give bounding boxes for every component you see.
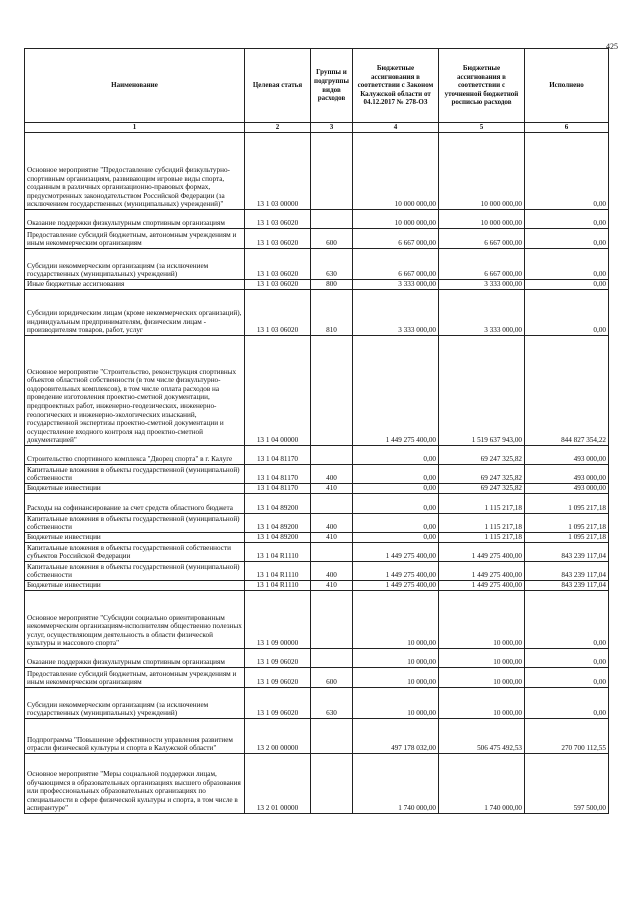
table-row — [25, 591, 609, 649]
row-expense-group: 630 — [311, 249, 353, 280]
column-number: 6 — [525, 123, 609, 133]
row-target-code: 13 1 03 06020 — [245, 210, 311, 229]
row-executed: 493 000,00 — [525, 484, 609, 494]
row-budget-law: 0,00 — [353, 494, 439, 514]
row-name: Капитальные вложения в объекты государственной (муниципальной) собственности — [25, 562, 245, 581]
row-target-code: 13 1 03 06020 — [245, 229, 311, 249]
row-target-code: 13 1 04 00000 — [245, 336, 311, 446]
row-name: Бюджетные инвестиции — [25, 581, 245, 591]
row-executed: 0,00 — [525, 210, 609, 229]
row-target-code: 13 1 03 06020 — [245, 290, 311, 336]
row-target-code: 13 1 09 06020 — [245, 668, 311, 688]
row-budget-updated: 1 115 217,18 — [439, 514, 525, 533]
row-budget-updated: 1 519 637 943,00 — [439, 336, 525, 446]
row-executed: 843 239 117,04 — [525, 543, 609, 562]
row-name: Оказание поддержки физкультурным спортивным организациям — [25, 649, 245, 668]
row-expense-group: 600 — [311, 668, 353, 688]
row-expense-group: 810 — [311, 290, 353, 336]
row-name: Капитальные вложения в объекты государственной (муниципальной) собственности — [25, 514, 245, 533]
table-row — [25, 280, 609, 290]
row-name: Субсидии юридическим лицам (кроме некоммерческих организаций), индивидуальным предпринимателям, физическим лицам - производителям товаров, работ, услуг — [25, 290, 245, 336]
row-expense-group: 410 — [311, 533, 353, 543]
row-target-code: 13 1 04 81170 — [245, 446, 311, 465]
row-name: Подпрограмма "Повышение эффективности управления развитием отрасли физической культуры и спорта в Калужской области" — [25, 719, 245, 754]
row-executed: 1 095 217,18 — [525, 533, 609, 543]
row-budget-updated: 3 333 000,00 — [439, 290, 525, 336]
row-budget-law: 6 667 000,00 — [353, 249, 439, 280]
row-budget-law: 10 000,00 — [353, 668, 439, 688]
column-number-row — [25, 123, 609, 133]
row-expense-group: 800 — [311, 280, 353, 290]
row-target-code: 13 1 04 89200 — [245, 494, 311, 514]
row-budget-law: 10 000,00 — [353, 591, 439, 649]
row-executed: 597 500,00 — [525, 754, 609, 814]
row-target-code: 13 1 03 06020 — [245, 249, 311, 280]
row-expense-group: 600 — [311, 229, 353, 249]
row-name: Основное мероприятие "Предоставление субсидий физкультурно-спортивным организациям, развивающим игровые виды спорта, созданным в различных организационно-правовых формах, предусмотренных законодательством Российской Федерации (за исключением государственных (муниципальных) учреждений)" — [25, 133, 245, 210]
header-name: Наименование — [25, 49, 245, 123]
table-row — [25, 484, 609, 494]
column-number: 4 — [353, 123, 439, 133]
header-budget-updated: Бюджетные ассигнования в соответствии с уточненной бюджетной росписью расходов — [439, 49, 525, 123]
row-target-code: 13 1 04 81170 — [245, 484, 311, 494]
row-target-code: 13 1 04 R1110 — [245, 581, 311, 591]
row-expense-group — [311, 591, 353, 649]
row-expense-group — [311, 543, 353, 562]
row-budget-updated: 69 247 325,82 — [439, 465, 525, 484]
table-row — [25, 514, 609, 533]
row-name: Субсидии некоммерческим организациям (за исключением государственных (муниципальных) учреждений) — [25, 688, 245, 719]
row-expense-group — [311, 649, 353, 668]
row-expense-group — [311, 719, 353, 754]
row-expense-group — [311, 754, 353, 814]
table-row — [25, 754, 609, 814]
row-budget-updated: 1 449 275 400,00 — [439, 581, 525, 591]
row-expense-group — [311, 336, 353, 446]
row-name: Основное мероприятие "Меры социальной поддержки лицам, обучающимся в образовательных организациях высшего образования или профессиональных образовательных организациях по специальности в сфере физической культуры и спорта, в том числе в аспирантуре" — [25, 754, 245, 814]
row-budget-updated: 1 449 275 400,00 — [439, 562, 525, 581]
row-executed: 1 095 217,18 — [525, 494, 609, 514]
row-budget-updated: 10 000,00 — [439, 688, 525, 719]
row-executed: 270 700 112,55 — [525, 719, 609, 754]
row-budget-updated: 3 333 000,00 — [439, 280, 525, 290]
table-row — [25, 465, 609, 484]
row-expense-group: 410 — [311, 484, 353, 494]
table-row — [25, 719, 609, 754]
row-name: Предоставление субсидий бюджетным, автономным учреждениям и иным некоммерческим организациям — [25, 668, 245, 688]
row-name: Оказание поддержки физкультурным спортивным организациям — [25, 210, 245, 229]
table-row — [25, 210, 609, 229]
row-name: Субсидии некоммерческим организациям (за исключением государственных (муниципальных) учреждений) — [25, 249, 245, 280]
row-expense-group: 400 — [311, 514, 353, 533]
row-executed: 0,00 — [525, 688, 609, 719]
table-row — [25, 446, 609, 465]
row-name: Бюджетные инвестиции — [25, 533, 245, 543]
row-target-code: 13 1 09 00000 — [245, 591, 311, 649]
row-budget-law: 1 449 275 400,00 — [353, 581, 439, 591]
table-row — [25, 249, 609, 280]
row-executed: 843 239 117,04 — [525, 581, 609, 591]
row-name: Иные бюджетные ассигнования — [25, 280, 245, 290]
header-budget-law: Бюджетные ассигнования в соответствии с Законом Калужской области от 04.12.2017 № 278-ОЗ — [353, 49, 439, 123]
row-budget-law: 3 333 000,00 — [353, 280, 439, 290]
table-row — [25, 229, 609, 249]
row-target-code: 13 1 03 06020 — [245, 280, 311, 290]
row-budget-law: 1 449 275 400,00 — [353, 562, 439, 581]
header-target-item: Целевая статья — [245, 49, 311, 123]
table-row — [25, 668, 609, 688]
row-name: Капитальные вложения в объекты государственной собственности субъектов Российской Федерации — [25, 543, 245, 562]
row-target-code: 13 1 09 06020 — [245, 688, 311, 719]
table-row — [25, 649, 609, 668]
row-executed: 0,00 — [525, 668, 609, 688]
row-budget-law: 10 000 000,00 — [353, 210, 439, 229]
row-expense-group: 630 — [311, 688, 353, 719]
table-row — [25, 494, 609, 514]
row-executed: 0,00 — [525, 229, 609, 249]
row-executed: 1 095 217,18 — [525, 514, 609, 533]
row-expense-group: 410 — [311, 581, 353, 591]
header-expense-group: Группы и подгруппы видов расходов — [311, 49, 353, 123]
row-budget-updated: 10 000 000,00 — [439, 210, 525, 229]
row-budget-updated: 1 449 275 400,00 — [439, 543, 525, 562]
row-executed: 493 000,00 — [525, 465, 609, 484]
table-row — [25, 562, 609, 581]
header-executed: Исполнено — [525, 49, 609, 123]
row-target-code: 13 1 09 06020 — [245, 649, 311, 668]
row-executed: 0,00 — [525, 649, 609, 668]
row-executed: 0,00 — [525, 280, 609, 290]
row-target-code: 13 2 00 00000 — [245, 719, 311, 754]
row-name: Бюджетные инвестиции — [25, 484, 245, 494]
row-name: Строительство спортивного комплекса "Дворец спорта" в г. Калуге — [25, 446, 245, 465]
budget-table — [24, 48, 609, 814]
row-target-code: 13 1 04 R1110 — [245, 562, 311, 581]
row-budget-law: 6 667 000,00 — [353, 229, 439, 249]
row-budget-law: 10 000,00 — [353, 649, 439, 668]
row-expense-group: 400 — [311, 562, 353, 581]
row-expense-group: 400 — [311, 465, 353, 484]
row-target-code: 13 1 04 89200 — [245, 533, 311, 543]
row-name: Основное мероприятие "Строительство, реконструкция спортивных объектов областной собственности (в том числе физкультурно-оздоровительных комплексов), в том числе оплата расходов на проведение изготовления проектно-сметной документации, предпроектных работ, инженерно-геодезических, инженерно-геологических и инженерно-экологических изысканий, государственной экспертизы проектно-сметной документации и осуществление входного контроля над проектно-сметной документацией" — [25, 336, 245, 446]
row-expense-group — [311, 494, 353, 514]
table-row — [25, 336, 609, 446]
row-name: Расходы на софинансирование за счет средств областного бюджета — [25, 494, 245, 514]
row-name: Предоставление субсидий бюджетным, автономным учреждениям и иным некоммерческим организациям — [25, 229, 245, 249]
row-budget-updated: 6 667 000,00 — [439, 249, 525, 280]
row-budget-law: 0,00 — [353, 514, 439, 533]
table-row — [25, 290, 609, 336]
table-row — [25, 533, 609, 543]
row-budget-law: 1 449 275 400,00 — [353, 543, 439, 562]
row-budget-updated: 1 115 217,18 — [439, 533, 525, 543]
table-row — [25, 133, 609, 210]
row-expense-group — [311, 446, 353, 465]
column-number: 5 — [439, 123, 525, 133]
row-budget-updated: 506 475 492,53 — [439, 719, 525, 754]
row-executed: 844 827 354,22 — [525, 336, 609, 446]
row-executed: 0,00 — [525, 249, 609, 280]
row-target-code: 13 1 03 00000 — [245, 133, 311, 210]
row-budget-updated: 6 667 000,00 — [439, 229, 525, 249]
row-executed: 843 239 117,04 — [525, 562, 609, 581]
row-budget-updated: 1 740 000,00 — [439, 754, 525, 814]
row-budget-updated: 10 000,00 — [439, 649, 525, 668]
row-target-code: 13 1 04 81170 — [245, 465, 311, 484]
row-budget-law: 1 740 000,00 — [353, 754, 439, 814]
row-budget-updated: 69 247 325,82 — [439, 446, 525, 465]
column-number: 1 — [25, 123, 245, 133]
row-executed: 0,00 — [525, 290, 609, 336]
table-row — [25, 688, 609, 719]
row-budget-law: 1 449 275 400,00 — [353, 336, 439, 446]
row-executed: 0,00 — [525, 133, 609, 210]
column-number: 2 — [245, 123, 311, 133]
row-name: Основное мероприятие "Субсидии социально ориентированным некоммерческим организациям-исполнителям общественно полезных услуг, осуществляющим деятельность в области физической культуры и массового спорта" — [25, 591, 245, 649]
row-budget-updated: 10 000,00 — [439, 591, 525, 649]
row-executed: 493 000,00 — [525, 446, 609, 465]
row-target-code: 13 2 01 00000 — [245, 754, 311, 814]
row-budget-updated: 1 115 217,18 — [439, 494, 525, 514]
row-budget-updated: 10 000 000,00 — [439, 133, 525, 210]
row-target-code: 13 1 04 89200 — [245, 514, 311, 533]
row-budget-law: 0,00 — [353, 446, 439, 465]
table-row — [25, 543, 609, 562]
row-budget-updated: 69 247 325,82 — [439, 484, 525, 494]
table-row — [25, 581, 609, 591]
row-budget-law: 497 178 032,00 — [353, 719, 439, 754]
column-number: 3 — [311, 123, 353, 133]
row-budget-law: 10 000,00 — [353, 688, 439, 719]
row-target-code: 13 1 04 R1110 — [245, 543, 311, 562]
row-budget-law: 10 000 000,00 — [353, 133, 439, 210]
row-budget-law: 0,00 — [353, 484, 439, 494]
row-budget-law: 0,00 — [353, 533, 439, 543]
row-budget-law: 3 333 000,00 — [353, 290, 439, 336]
row-expense-group — [311, 210, 353, 229]
row-executed: 0,00 — [525, 591, 609, 649]
row-name: Капитальные вложения в объекты государственной (муниципальной) собственности — [25, 465, 245, 484]
row-budget-updated: 10 000,00 — [439, 668, 525, 688]
page-number: 425 — [606, 42, 618, 51]
row-budget-law: 0,00 — [353, 465, 439, 484]
row-expense-group — [311, 133, 353, 210]
